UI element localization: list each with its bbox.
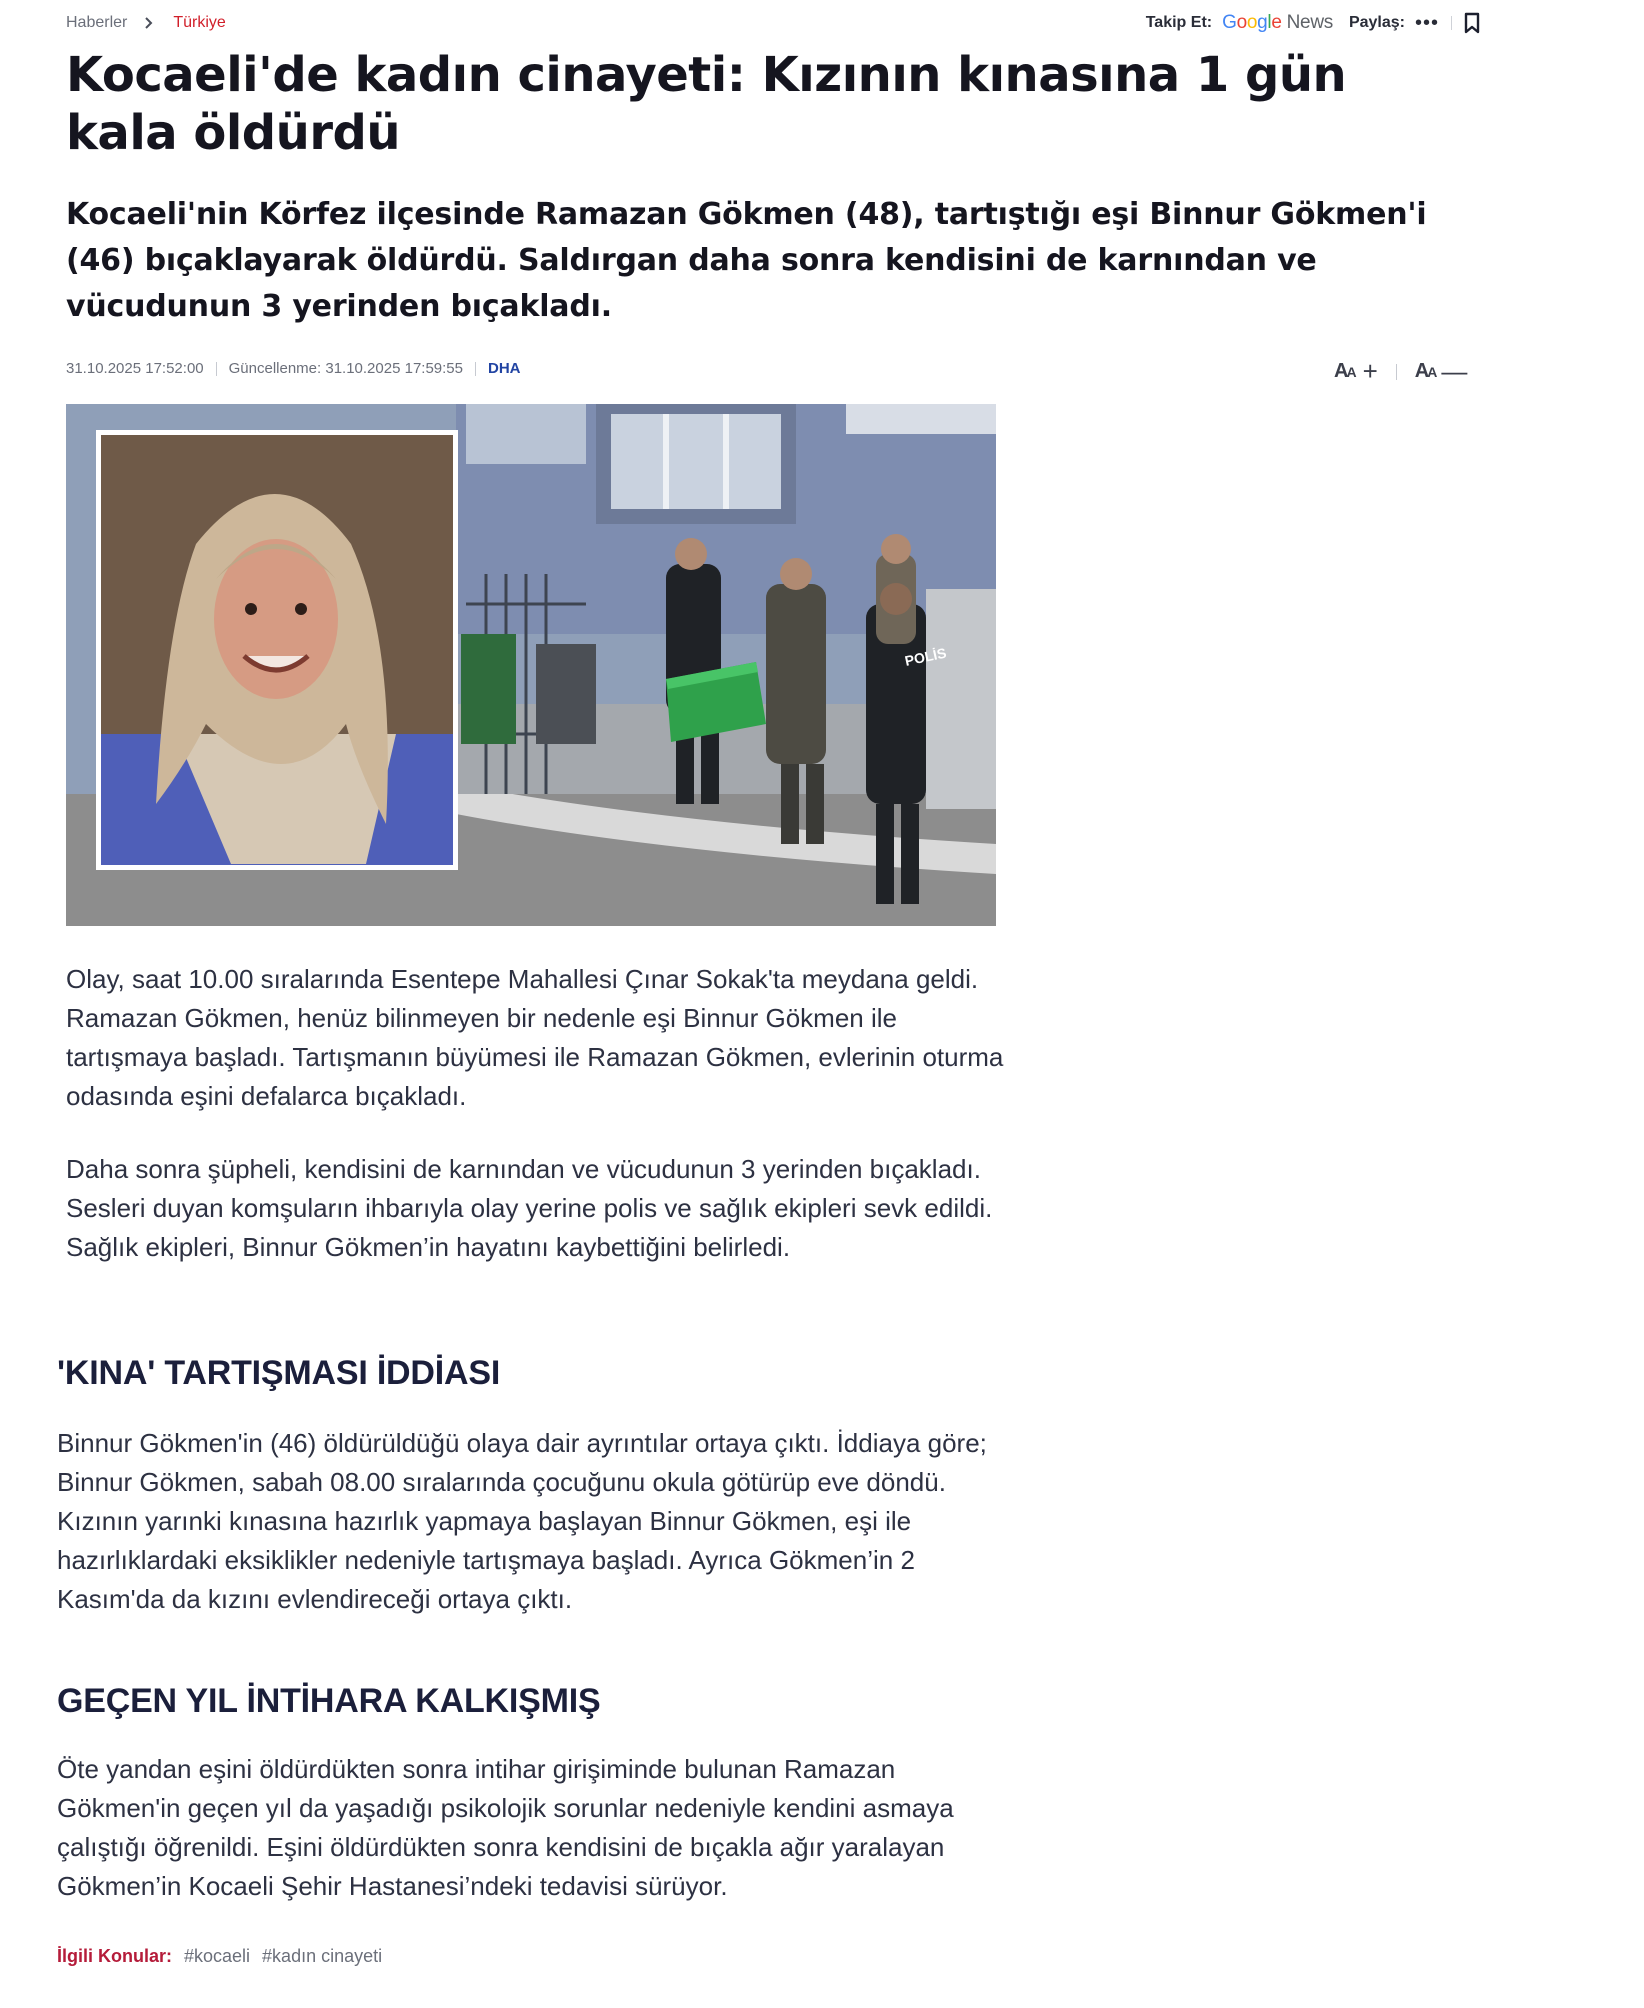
- divider: [216, 362, 217, 376]
- font-glyph: A: [1334, 360, 1347, 382]
- section-heading: 'KINA' TARTIŞMASI İDDİASI: [57, 1354, 501, 1392]
- share-label: Paylaş:: [1348, 14, 1405, 31]
- follow-share-bar: [1146, 12, 1480, 34]
- google-news-link[interactable]: [1222, 12, 1333, 34]
- section-fade: [0, 1310, 1644, 1334]
- article-paragraph: Olay, saat 10.00 sıralarında Esentepe Mahallesi Çınar Sokak'ta meydana geldi. Ramazan Gökmen, henüz bilinmeyen bir nedenle eşi Binnur Gökmen ile tartışmaya başladı. Tartışmanın büyümesi ile Ramazan Gökmen, evlerinin oturma odasında eşini defalarca bıçakladı.: [66, 964, 1004, 1111]
- plus-icon[interactable]: +: [1362, 356, 1378, 386]
- font-size-controls: [1334, 356, 1467, 387]
- updated-date: Güncellenme: 31.10.2025 17:59:55: [228, 360, 463, 377]
- article-paragraph: Binnur Gökmen'in (46) öldürüldüğü olaya dair ayrıntılar ortaya çıktı. İddiaya göre; Binnur Gökmen, sabah 08.00 sıralarında çocuğunu okula götürüp eve döndü. Kızının yarınki kınasına hazırlık yapmaya başlayan Binnur Gökmen, eşi ile hazırlıklardaki eksiklikler nedeniyle tartışmaya başladı. Ayrıca Gökmen’in 2 Kasım'da da kızını evlendireceği ortaya çıktı.: [57, 1428, 987, 1614]
- divider: [1396, 364, 1397, 380]
- font-glyph: A: [1346, 364, 1355, 380]
- divider: [1451, 16, 1452, 30]
- article-summary: Kocaeli'nin Körfez ilçesinde Ramazan Gökmen (48), tartıştığı eşi Binnur Gökmen'i (46) bıçaklayarak öldürdü. Saldırgan daha sonra kendisini de karnından ve vücudunun 3 yerinden bıçakladı.: [66, 197, 1427, 324]
- minus-icon[interactable]: —: [1441, 356, 1468, 386]
- divider: [475, 362, 476, 376]
- google-news-text: News: [1286, 12, 1333, 33]
- breadcrumb: [66, 14, 226, 32]
- article-title: Kocaeli'de kadın cinayeti: Kızının kınasına 1 gün kala öldürdü: [66, 47, 1347, 161]
- bookmark-icon[interactable]: [1464, 12, 1480, 34]
- google-logo-letter: o: [1236, 12, 1247, 33]
- google-logo-letter: g: [1257, 12, 1268, 33]
- related-topics-label: İlgili Konular:: [57, 1946, 172, 1966]
- google-logo-letter: l: [1267, 12, 1272, 33]
- police-vest-text: POLİS: [903, 644, 948, 669]
- google-logo-letter: o: [1246, 12, 1258, 33]
- hero-photo: [66, 404, 996, 926]
- font-glyph: A: [1427, 364, 1436, 380]
- article-hero-image: [66, 404, 996, 926]
- article-paragraph: Öte yandan eşini öldürdükten sonra intihar girişiminde bulunan Ramazan Gökmen'in geçen yıl da yaşadığı psikolojik sorunlar nedeniyle kendini asmaya çalıştığı öğrenildi. Eşini öldürdükten sonra kendisini de bıçakla ağır yaralayan Gökmen’in Kocaeli Şehir Hastanesi’ndeki tedavisi sürüyor.: [57, 1754, 954, 1901]
- article-paragraph: Daha sonra şüpheli, kendisini de karnından ve vücudunun 3 yerinden bıçakladı. Sesleri duyan komşuların ihbarıyla olay yerine polis ve sağlık ekipleri sevk edildi. Sağlık ekipleri, Binnur Gökmen’in hayatını kaybettiğini belirledi.: [66, 1154, 993, 1262]
- related-topics: [57, 1946, 394, 1967]
- published-date: 31.10.2025 17:52:00: [66, 360, 204, 377]
- share-more-button[interactable]: •••: [1414, 12, 1439, 34]
- tag-link[interactable]: #kocaeli: [184, 1946, 251, 1966]
- article-meta: [66, 360, 521, 377]
- google-logo-letter: G: [1222, 12, 1237, 33]
- source-link[interactable]: DHA: [488, 360, 521, 377]
- tag-link[interactable]: #kadın cinayeti: [262, 1946, 383, 1966]
- top-bar: [66, 14, 1480, 44]
- follow-label: Takip Et:: [1145, 14, 1213, 31]
- font-decrease-button[interactable]: [1415, 360, 1436, 383]
- section-heading: GEÇEN YIL İNTİHARA KALKIŞMIŞ: [57, 1682, 601, 1720]
- breadcrumb-current-link[interactable]: Türkiye: [173, 14, 226, 31]
- chevron-right-icon: [143, 17, 155, 29]
- font-increase-button[interactable]: [1334, 360, 1355, 383]
- font-glyph: A: [1414, 360, 1428, 382]
- breadcrumb-home-link[interactable]: Haberler: [66, 14, 128, 31]
- google-logo-letter: e: [1271, 12, 1282, 33]
